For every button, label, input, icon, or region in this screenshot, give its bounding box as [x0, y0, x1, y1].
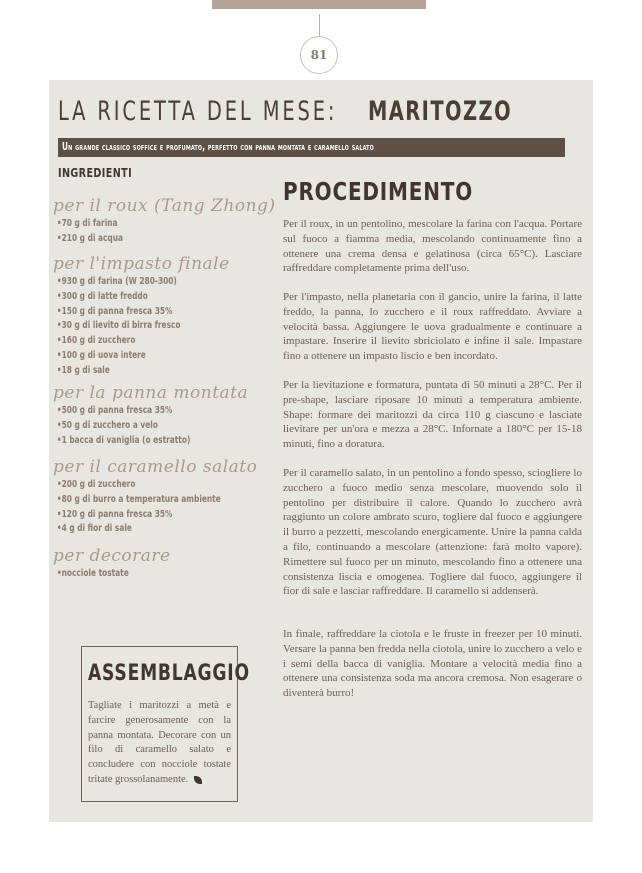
ingredients-title: INGREDIENTI	[58, 166, 133, 180]
ingredient-item: •50 g di zucchero a velo	[56, 419, 158, 431]
assembly-text: Tagliate i maritozzi a metà e farcire generosamente con la panna montata. Decorare con un filo di caramello salato e concludere con nocciole tostate tritate grossolanamente.	[88, 700, 231, 785]
section-heading: per decorare	[53, 546, 171, 566]
subtitle-banner	[58, 138, 565, 157]
assembly-title: ASSEMBLAGGIO	[88, 661, 250, 686]
ingredient-item: •30 g di lievito di birra fresco	[56, 320, 181, 332]
procedure-text: Per il roux, in un pentolino, mescolare la farina con l'acqua. Portare sul fuoco a fiamma media, mescolando continuamente fino a ottenere una crema densa e gelatinosa (circa 65°C). Lasciare raffreddare completamente prima dell'uso.	[283, 218, 582, 275]
procedure-paragraph	[283, 627, 582, 701]
title-prefix: LA RICETTA DEL MESE:	[58, 96, 338, 127]
subtitle-text: Un grande classico soffice e profumato, perfetto con panna montata e caramello salato	[62, 141, 374, 153]
section-caramello	[53, 456, 293, 537]
assembly-text-container	[88, 699, 231, 788]
ingredient-item: •18 g di sale	[56, 364, 110, 376]
ingredient-item: •300 g di latte freddo	[56, 290, 148, 302]
page-number: 81	[300, 36, 338, 74]
ingredient-item: •80 g di burro a temperatura ambiente	[56, 493, 221, 505]
ingredient-item: •930 g di farina (W 280-300)	[56, 276, 177, 287]
ingredient-item: •120 g di panna fresca 35%	[56, 508, 173, 520]
ingredient-item: •500 g di panna fresca 35%	[56, 405, 173, 416]
procedure-paragraph	[283, 217, 582, 276]
title-main: MARITOZZO	[367, 96, 513, 127]
page-number-connector	[319, 14, 320, 36]
ingredient-item: •1 bacca di vaniglia (o estratto)	[56, 434, 191, 446]
section-panna	[53, 382, 293, 448]
procedure-title: PROCEDIMENTO	[283, 177, 473, 206]
ingredient-item: •200 g di zucchero	[56, 479, 136, 490]
section-heading: per l'impasto finale	[53, 254, 230, 274]
ingredient-item: •nocciole tostate	[56, 568, 129, 579]
ingredient-item: •4 g di fior di sale	[56, 523, 132, 535]
section-impasto	[53, 253, 293, 379]
section-roux	[53, 195, 293, 247]
page-title	[58, 96, 568, 128]
ingredient-item: •210 g di acqua	[56, 232, 123, 244]
section-heading: per il roux (Tang Zhong)	[53, 196, 276, 216]
leaf-icon	[194, 776, 202, 784]
assembly-box	[81, 646, 250, 802]
ingredient-item: •100 g di uova intere	[56, 349, 146, 361]
procedure-text: Per l'impasto, nella planetaria con il gancio, unire la farina, il latte freddo, la panna, lo zucchero e il roux raffreddato. Avviare a velocità bassa. Aggiungere le uova gradualmente e continuare a impastare. Inserire il lievito sbriciolato e infine il sale. Impastare fino a ottenere un impasto liscio e ben incordato.	[283, 291, 582, 363]
ingredient-item: •150 g di panna fresca 35%	[56, 305, 173, 317]
procedure-text: In finale, raffreddare la ciotola e le fruste in freezer per 10 minuti. Versare la panna ben fredda nella ciotola, unire lo zucchero a velo e i semi della bacca di vaniglia. Montare a velocità media fino a ottenere una consistenza soda ma ancora cremosa. Non esagerare o diventerà burro!	[283, 628, 582, 700]
ingredient-item: •70 g di farina	[56, 218, 118, 229]
procedure-text: Per la lievitazione e formatura, puntata di 50 minuti a 28°C. Per il pre-shape, lasciare riposare 10 minuti a temperatura ambiente. Shape: formare dei maritozzi da circa 110 g ciascuno e lasciate lievitare per un'ora e mezza a 28°C. Infornate a 180°C per 15-18 minuti, fino a doratura.	[283, 379, 582, 451]
section-heading: per la panna montata	[53, 383, 249, 403]
procedure-paragraph	[283, 290, 582, 364]
procedure-text: Per il caramello salato, in un pentolino a fondo spesso, sciogliere lo zucchero a fuoco medio senza mescolare, muovendo solo il pentolino per distribuire il calore. Quando lo zucchero avrà raggiunto un colore ambrato scuro, togliere dal fuoco e aggiungere il burro a pezzetti, mescolando energicamente. Unire la panna calda a filo, continuando a mescolare (attenzione: farà molto vapore). Rimettere sul fuoco per un minuto, mescolando fino a ottenere una consistenza liscia e omogenea. Togliere dal fuoco, aggiungere il fior di sale e lasciar raffreddare. Il caramello si addenserà.	[283, 467, 582, 598]
procedure-paragraph	[283, 378, 582, 452]
top-bar	[212, 0, 426, 9]
section-decorare	[53, 545, 293, 582]
ingredient-item: •160 g di zucchero	[56, 335, 136, 347]
section-heading: per il caramello salato	[53, 457, 258, 477]
procedure-paragraph	[283, 466, 582, 599]
